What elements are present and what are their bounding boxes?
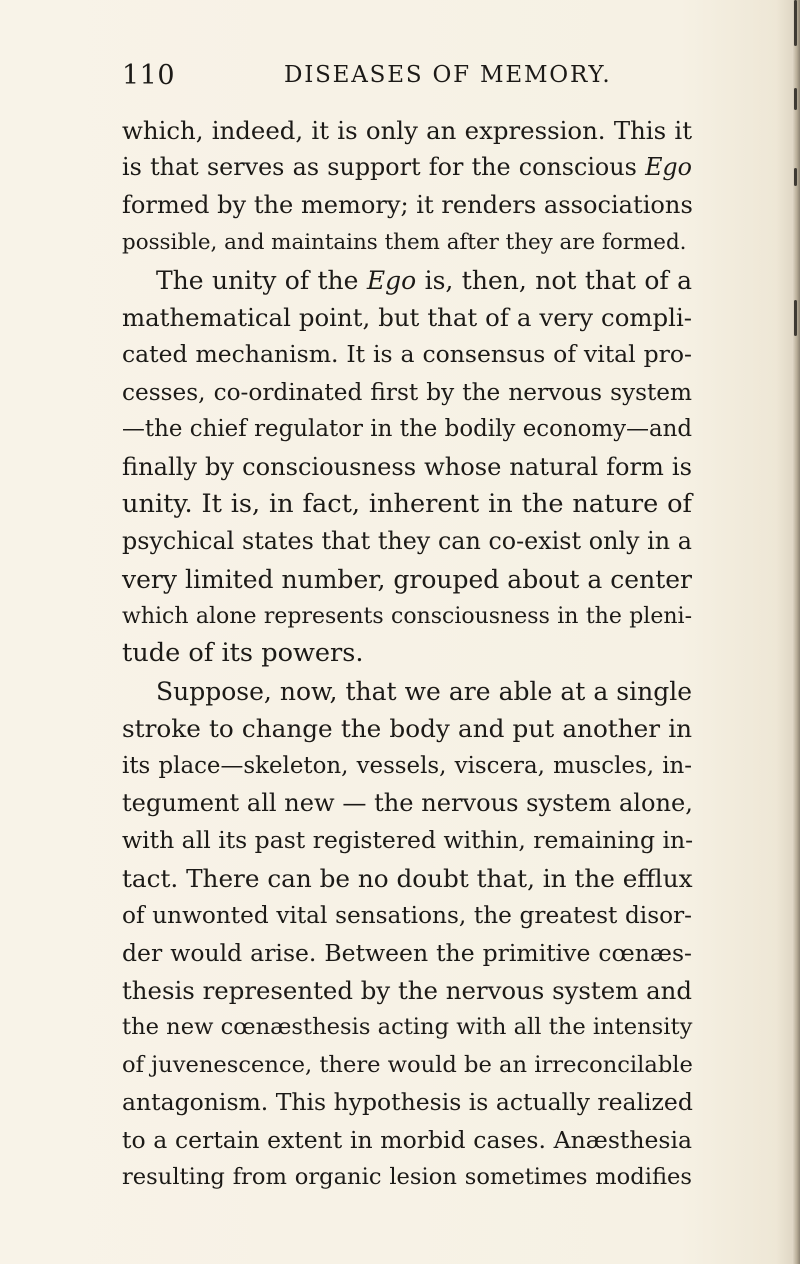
- text-line: its place—skeleton, vessels, viscera, muscles, in-: [122, 752, 692, 779]
- edge-mark: [794, 0, 797, 46]
- text-line: possible, and maintains them after they are formed.: [122, 230, 687, 256]
- text-line: tude of its powers.: [122, 638, 364, 669]
- edge-mark: [794, 168, 797, 186]
- body-text: [122, 112, 692, 1196]
- text-line: which alone represents consciousness in the pleni-: [122, 604, 692, 630]
- page-edge: [792, 0, 800, 1264]
- text-line: unity. It is, in fact, inherent in the nature of: [122, 488, 692, 519]
- text-line: tegument all new — the nervous system alone,: [122, 789, 693, 818]
- text-line: stroke to change the body and put another in: [122, 714, 692, 744]
- text-line: to a certain extent in morbid cases. Anæsthesia: [122, 1125, 692, 1154]
- text-line: antagonism. This hypothesis is actually realized: [122, 1088, 693, 1117]
- italic-word: Ego: [645, 153, 692, 182]
- text-line: formed by the memory; it renders associations: [122, 190, 693, 219]
- text-line: the new cœnæsthesis acting with all the intensity: [122, 1014, 693, 1041]
- text-line: is that serves as support for the conscious Ego: [122, 153, 692, 182]
- page-header: [122, 60, 692, 100]
- text-line: der would arise. Between the primitive cœnæs-: [122, 938, 692, 967]
- text-line: The unity of the Ego is, then, not that of a: [156, 265, 692, 295]
- text-line: with all its past registered within, remaining in-: [122, 826, 694, 855]
- edge-mark: [794, 300, 797, 336]
- text-line: tact. There can be no doubt that, in the efflux: [122, 863, 693, 893]
- text-line: —the chief regulator in the bodily economy—and: [122, 416, 692, 443]
- page-number: 110: [122, 60, 176, 91]
- text-line: which, indeed, it is only an expression. This it: [122, 116, 692, 145]
- text-line: thesis represented by the nervous system and: [122, 975, 692, 1005]
- text-line: finally by consciousness whose natural form is: [122, 452, 692, 481]
- text-line: cated mechanism. It is a consensus of vital pro-: [122, 340, 692, 369]
- text-line: mathematical point, but that of a very compli-: [122, 302, 692, 332]
- text-line: cesses, co-ordinated first by the nervous system: [122, 378, 692, 406]
- text-line: of unwonted vital sensations, the greatest disor-: [122, 902, 692, 930]
- running-head: DISEASES OF MEMORY.: [284, 62, 612, 88]
- text-line: of juvenescence, there would be an irreconcilable: [122, 1051, 693, 1078]
- italic-word: Ego: [366, 265, 417, 295]
- edge-mark: [794, 88, 797, 110]
- text-line: resulting from organic lesion sometimes modifies: [122, 1163, 692, 1190]
- text-line: Suppose, now, that we are able at a single: [156, 676, 692, 706]
- text-line: very limited number, grouped about a center: [122, 564, 692, 594]
- text-line: psychical states that they can co-exist only in a: [122, 527, 692, 556]
